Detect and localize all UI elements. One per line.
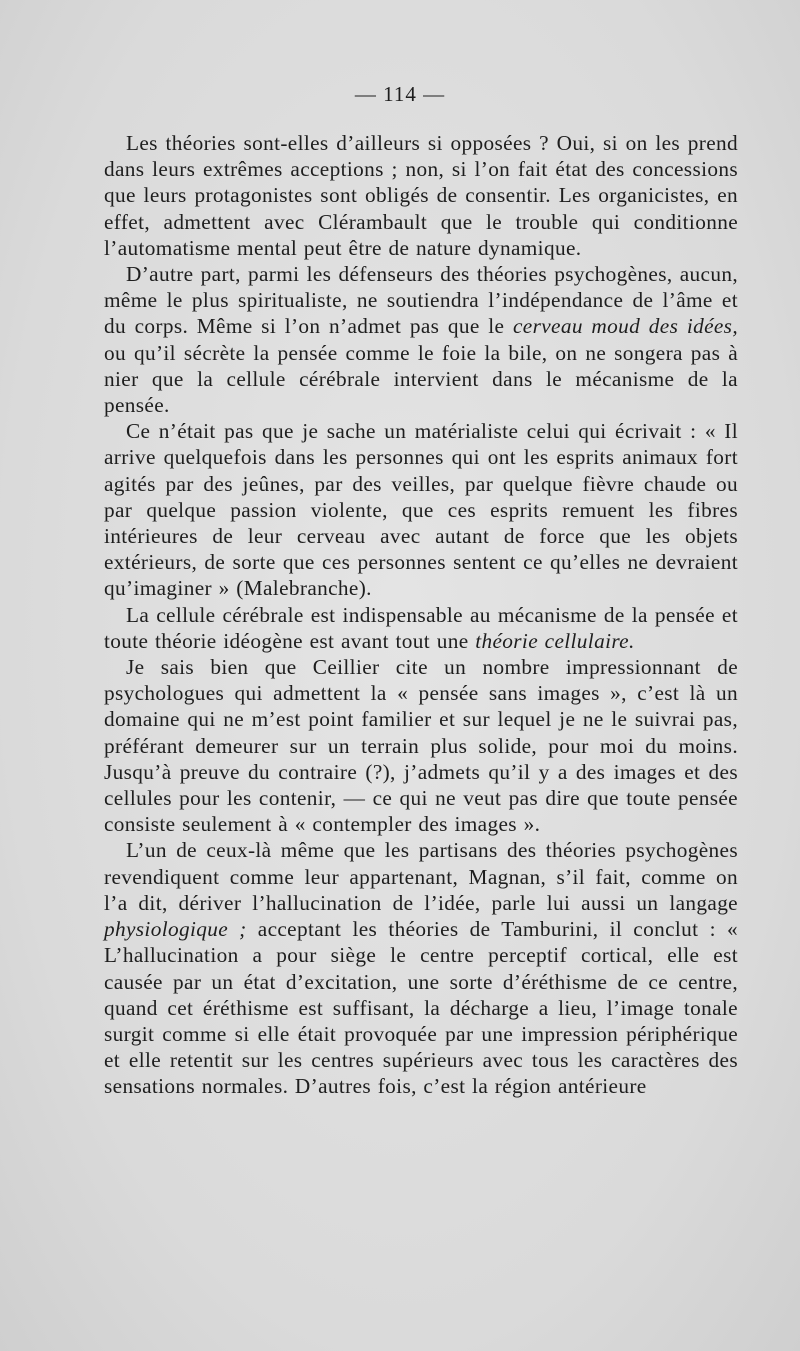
paragraph [104,602,738,654]
body-text [104,130,738,1100]
paragraph [104,837,738,1099]
text-segment: L’un de ceux-là même que les partisans des théories psychogènes revendiquent comme leur appartenant, Magnan, s’il fait, comme on l’a dit, dériver l’hallucination de l’idée, parle lui aussi un langage [104,838,738,915]
page-number: — 114 — [354,82,446,106]
paragraph [104,654,738,837]
italic-text: théorie cellulaire. [475,628,635,653]
text-segment: Je sais bien que Ceillier cite un nombre impressionnant de psychologues qui admettent la « pensée sans images », c’est là un domaine qui ne m’est point familier et sur lequel je ne le suivrai pas, préférant demeurer sur un terrain plus solide, pour moi du moins. Jusqu’à preuve du contraire (?), j’admets qu’il y a des images et des cellules pour les contenir, — ce qui ne veut pas dire que toute pensée consiste seulement à « contempler des images ». [104,655,738,837]
text-segment: Les théories sont-elles d’ailleurs si opposées ? Oui, si on les prend dans leurs extrêmes acceptions ; non, si l’on fait état des concessions que leurs protagonistes sont obligés de consentir. Les organicistes, en effet, admettent avec Clérambault que le trouble qui conditionne l’automatisme mental peut être de nature dynamique. [104,131,738,260]
text-segment: acceptant les théories de Tamburini, il conclut : « L’hallucination a pour siège le centre perceptif cortical, elle est causée par un état d’excitation, une sorte d’éréthisme de ce centre, quand cet éréthisme est suffisant, la décharge a lieu, l’image tonale surgit comme si elle était provoquée par une impression périphérique et elle retentit sur les centres supérieurs avec tous les caractères des sensations normales. D’autres fois, c’est la région antérieure [104,917,738,1099]
italic-text: physiologique ; [104,917,247,942]
text-segment: D’autre part, parmi les défenseurs des théories psychogènes, aucun, même le plus spiritualiste, ne soutiendra l’indépendance de l’âme et du corps. Même si l’on n’admet pas que le [104,262,738,339]
text-segment: ou qu’il sécrète la pensée comme le foie la bile, on ne songera pas à nier que la cellule cérébrale intervient dans le mécanisme de la pensée. [104,340,738,418]
paragraph [104,418,738,601]
italic-text: cerveau moud des idées, [512,314,738,339]
paragraph [104,261,738,418]
text-segment: Ce n’était pas que je sache un matérialiste celui qui écrivait : « Il arrive quelquefois dans les personnes qui ont les esprits animaux fort agités par des jeûnes, par des veilles, par quelque fièvre chaude ou par quelque passion violente, que ces esprits remuent les fibres intérieures de leur cerveau avec autant de force que les objets extérieurs, de sorte que ces personnes sentent ce qu’elles ne devraient qu’imaginer » (Malebranche). [104,419,738,601]
paragraph [104,130,738,261]
text-segment: La cellule cérébrale est indispensable au mécanisme de la pensée et toute théorie idéogène est avant tout une [104,602,738,653]
